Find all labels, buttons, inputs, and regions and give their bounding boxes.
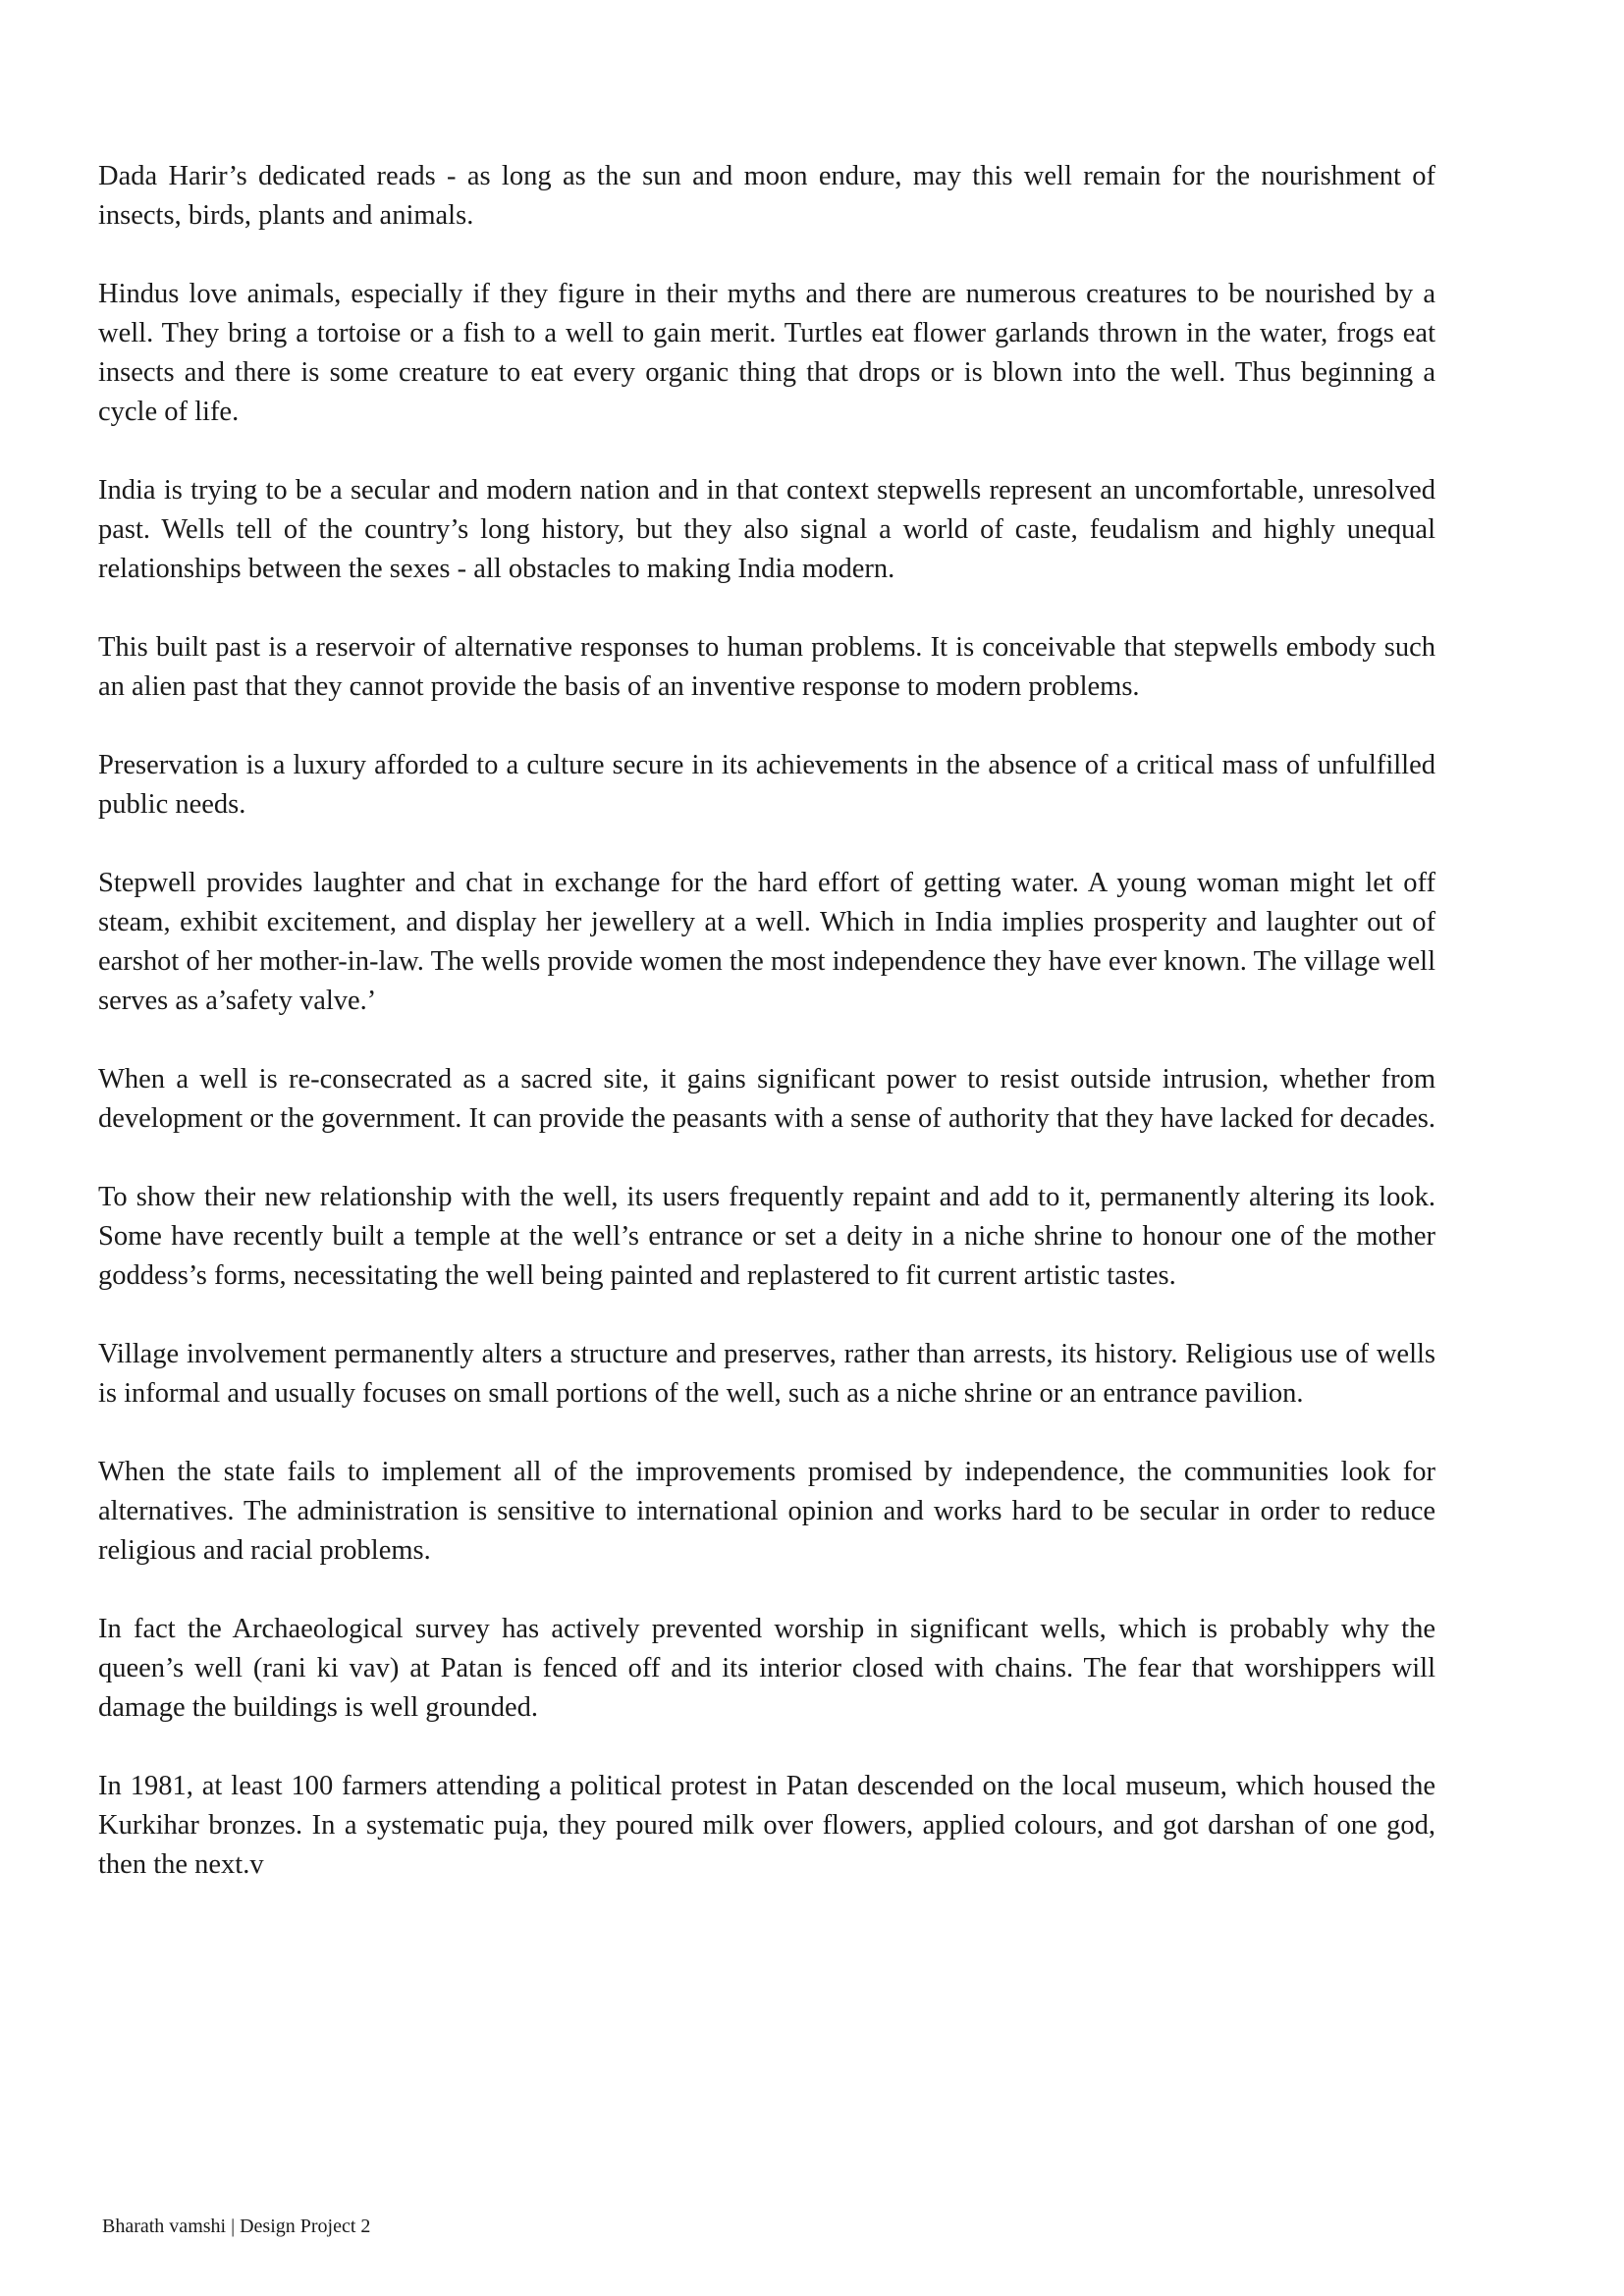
paragraph-8: To show their new relationship with the well, its users frequently repaint and add to it, permanently altering its look. Some have recently built a temple at the well’s entrance or set a deity in a niche shrine to honour one of the mother goddess’s forms, necessitating the well being painted and replastered to fit current artistic tastes. (98, 1182, 1435, 1291)
paragraph-10: When the state fails to implement all of the improvements promised by independence, the communities look for alternatives. The administration is sensitive to international opinion and works hard to be secular in order to reduce religious and racial problems. (98, 1457, 1435, 1566)
paragraph-6: Stepwell provides laughter and chat in exchange for the hard effort of getting water. A young woman might let off steam, exhibit excitement, and display her jewellery at a well. Which in India implies prosperity and laughter out of earshot of her mother-in-law. The wells provide women the most independence they have ever known. The village well serves as a’safety valve.’ (98, 868, 1435, 1016)
body-text (98, 157, 1435, 1924)
paragraph-11: In fact the Archaeological survey has actively prevented worship in significant wells, which is probably why the queen’s well (rani ki vav) at Patan is fenced off and its interior closed with chains. The fear that worshippers will damage the buildings is well grounded. (98, 1614, 1435, 1723)
paragraph-1: Dada Harir’s dedicated reads - as long as the sun and moon endure, may this well remain for the nourishment of insects, birds, plants and animals. (98, 161, 1435, 231)
paragraph-4: This built past is a reservoir of alternative responses to human problems. It is conceivable that stepwells embody such an alien past that they cannot provide the basis of an inventive response to modern problems. (98, 632, 1435, 702)
paragraph-5: Preservation is a luxury afforded to a culture secure in its achievements in the absence of a critical mass of unfulfilled public needs. (98, 750, 1435, 820)
paragraph-12: In 1981, at least 100 farmers attending a political protest in Patan descended on the local museum, which housed the Kurkihar bronzes. In a systematic puja, they poured milk over flowers, applied colours, and got darshan of one god, then the next.v (98, 1771, 1435, 1880)
paragraph-9: Village involvement permanently alters a structure and preserves, rather than arrests, its history. Religious use of wells is informal and usually focuses on small portions of the well, such as a niche shrine or an entrance pavilion. (98, 1339, 1435, 1409)
paragraph-7: When a well is re-consecrated as a sacred site, it gains significant power to resist outside intrusion, whether from development or the government. It can provide the peasants with a sense of authority that they have lacked for decades. (98, 1064, 1435, 1134)
paragraph-2: Hindus love animals, especially if they figure in their myths and there are numerous creatures to be nourished by a well. They bring a tortoise or a fish to a well to gain merit. Turtles eat flower garlands thrown in the water, frogs eat insects and there is some creature to eat every organic thing that drops or is blown into the well. Thus beginning a cycle of life. (98, 279, 1435, 427)
page-footer: Bharath vamshi | Design Project 2 (102, 2216, 371, 2237)
paragraph-3: India is trying to be a secular and modern nation and in that context stepwells represent an uncomfortable, unresolved past. Wells tell of the country’s long history, but they also signal a world of caste, feudalism and highly unequal relationships between the sexes - all obstacles to making India modern. (98, 475, 1435, 584)
